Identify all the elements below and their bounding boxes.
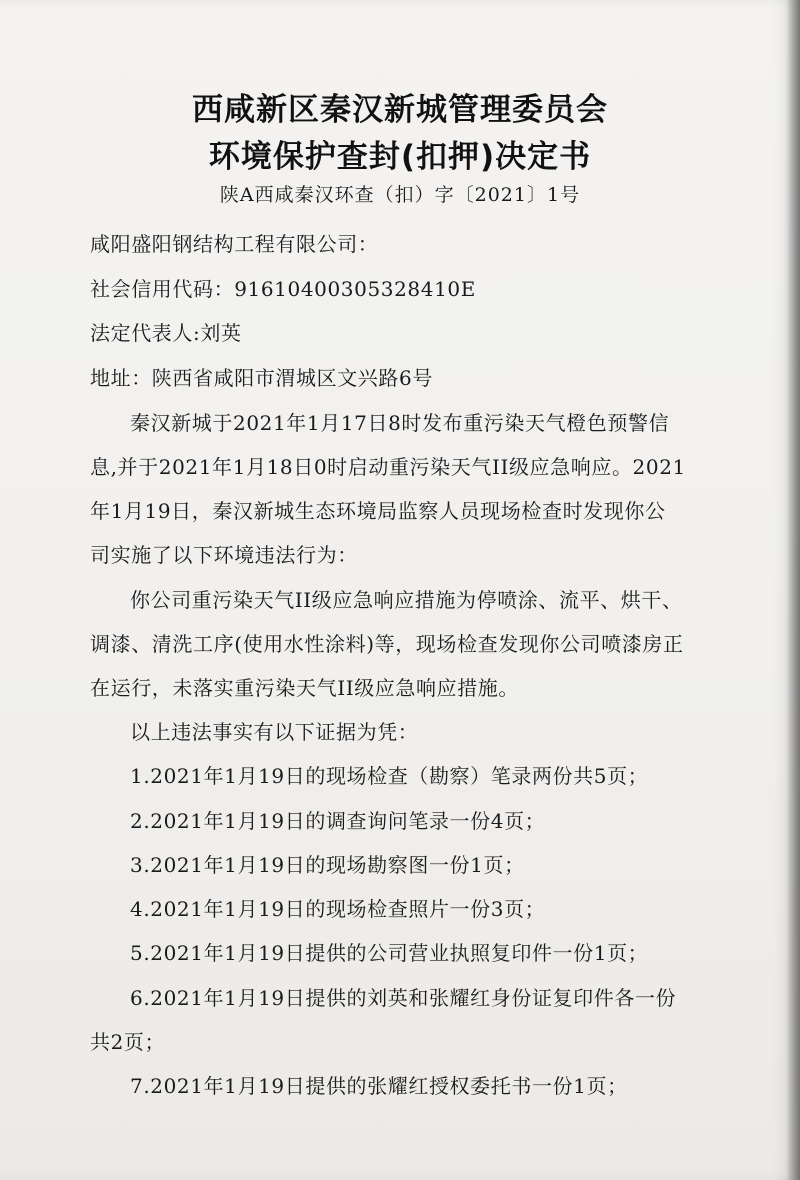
evidence-item-continuation: 共2页； xyxy=(90,1030,166,1054)
paragraph-1-line-2: 息,并于2021年1月18日0时启动重污染天气II级应急响应。2021 xyxy=(90,455,686,479)
paragraph-1-line-3: 年1月19日，秦汉新城生态环境局监察人员现场检查时发现你公 xyxy=(90,499,666,523)
paragraph-1-line-1: 秦汉新城于2021年1月17日8时发布重污染天气橙色预警信 xyxy=(130,411,670,435)
evidence-item: 5.2021年1月19日提供的公司营业执照复印件一份1页； xyxy=(130,941,649,965)
legal-representative: 法定代表人:刘英 xyxy=(90,321,242,345)
paragraph-2-line-2: 调漆、清洗工序(使用水性涂料)等，现场检查发现你公司喷漆房正 xyxy=(90,632,684,656)
company-address: 地址：陕西省咸阳市渭城区文兴路6号 xyxy=(90,366,433,390)
document-title-line1: 西咸新区秦汉新城管理委员会 xyxy=(192,92,608,128)
credit-code: 社会信用代码：91610400305328410E xyxy=(90,277,476,301)
page-fold-shadow xyxy=(786,0,800,1180)
evidence-item: 6.2021年1月19日提供的刘英和张耀红身份证复印件各一份 xyxy=(130,986,677,1010)
evidence-item: 4.2021年1月19日的现场检查照片一份3页； xyxy=(130,897,546,921)
evidence-item: 7.2021年1月19日提供的张耀红授权委托书一份1页； xyxy=(130,1074,628,1098)
paragraph-1-line-4: 司实施了以下环境违法行为： xyxy=(90,543,358,567)
paragraph-2-line-1: 你公司重污染天气II级应急响应措施为停喷涂、流平、烘干、 xyxy=(130,588,683,612)
paragraph-2-line-3: 在运行，未落实重污染天气II级应急响应措施。 xyxy=(90,676,520,700)
evidence-intro: 以上违法事实有以下证据为凭： xyxy=(130,720,419,744)
document-number: 陕A西咸秦汉环查（扣）字〔2021〕1号 xyxy=(219,184,581,206)
evidence-item: 3.2021年1月19日的现场勘察图一份1页； xyxy=(130,853,525,877)
document-title-line2: 环境保护查封(扣押)决定书 xyxy=(208,139,592,175)
company-name: 咸阳盛阳钢结构工程有限公司： xyxy=(90,232,379,256)
evidence-item: 1.2021年1月19日的现场检查（勘察）笔录两份共5页； xyxy=(130,764,649,788)
evidence-item: 2.2021年1月19日的调查询问笔录一份4页； xyxy=(130,809,546,833)
